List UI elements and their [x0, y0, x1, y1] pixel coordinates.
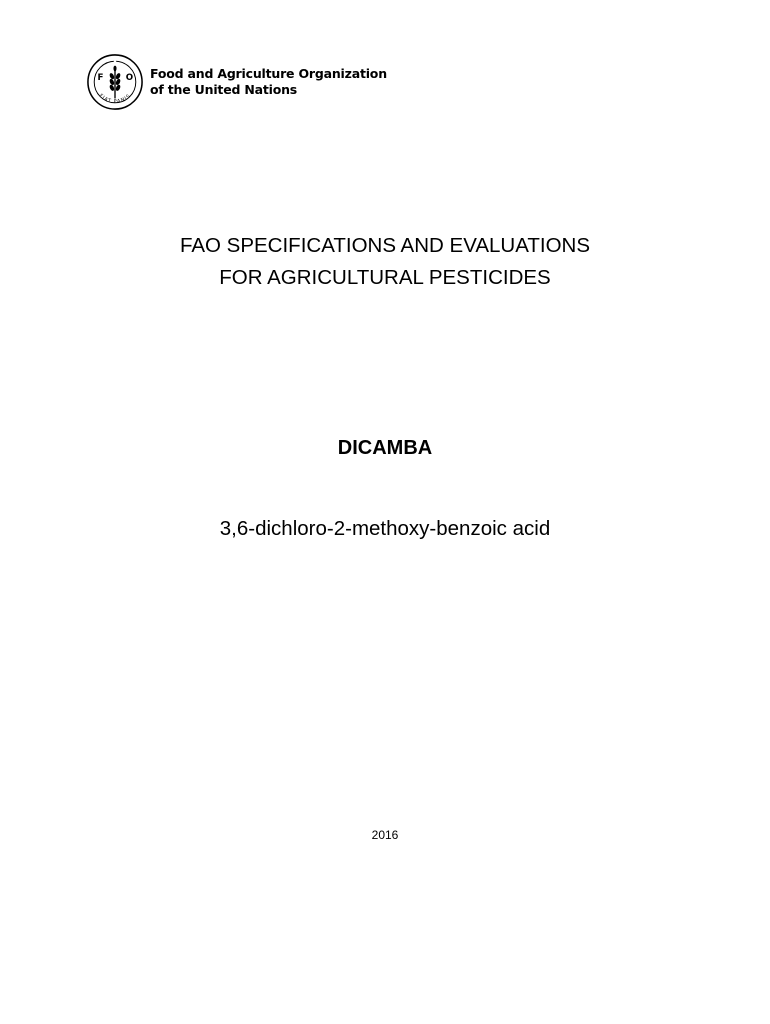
document-title-line2: FOR AGRICULTURAL PESTICIDES [219, 266, 551, 289]
logo-letter-o: O [125, 73, 134, 84]
fao-emblem-icon [86, 53, 144, 111]
organization-name [150, 66, 387, 98]
document-title-line1: FAO SPECIFICATIONS AND EVALUATIONS [179, 234, 591, 257]
organization-name-line1: Food and Agriculture Organization [150, 66, 387, 81]
active-ingredient-name: DICAMBA [337, 437, 433, 459]
organization-name-line2: of the United Nations [150, 82, 298, 97]
fao-logo [86, 53, 387, 111]
logo-letter-f: F [97, 73, 104, 84]
logo-letter-a: A [112, 59, 118, 69]
document-title [0, 230, 770, 294]
logo-motto: FIAT PANIS [97, 93, 133, 105]
chemical-name: 3,6-dichloro-2-methoxy-benzoic acid [219, 517, 551, 540]
publication-year: 2016 [371, 828, 399, 842]
